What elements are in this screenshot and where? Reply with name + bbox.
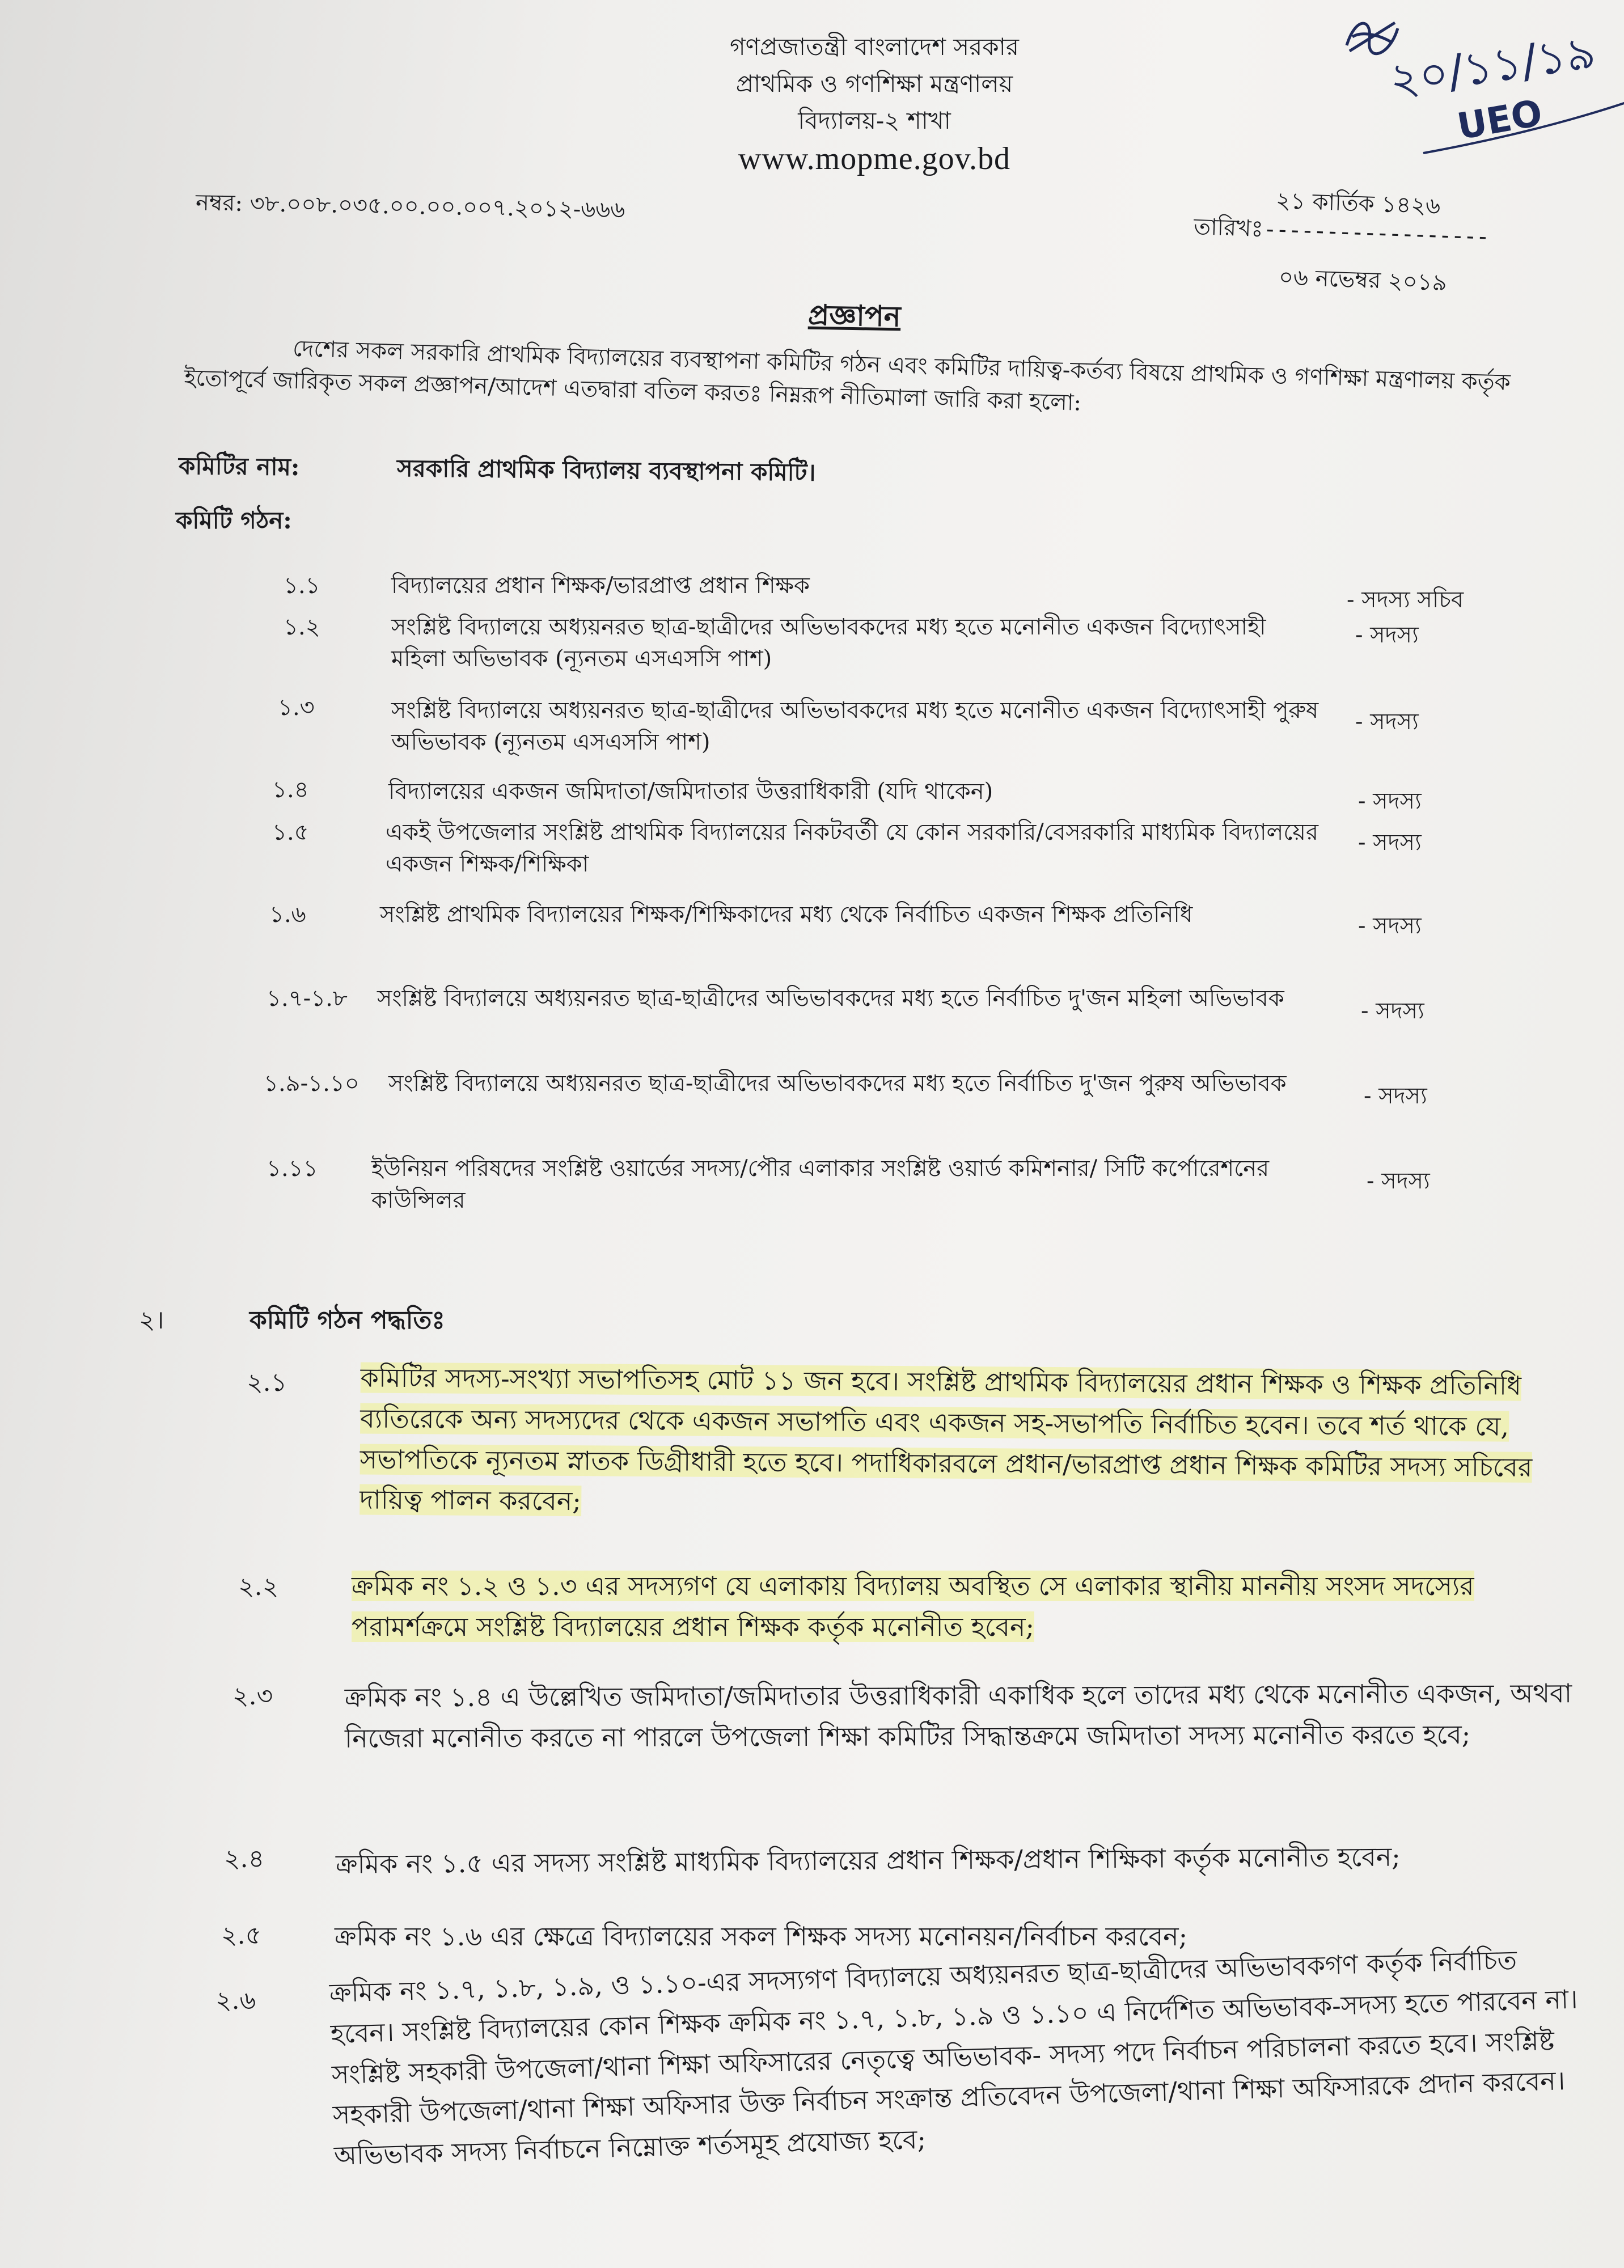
member-number: ১.৪ [272, 777, 309, 803]
member-description: সংশ্লিষ্ট বিদ্যালয়ে অধ্যয়নরত ছাত্র-ছাত্রীদের অভিভাবকদের মধ্য হতে নির্বাচিত দু'জন মহিলা অভিভাবক [377, 985, 1284, 1012]
header-website: www.mopme.gov.bd [738, 141, 1011, 176]
rule-number: ২.৫ [221, 1921, 262, 1950]
rule-number: ২.১ [247, 1368, 287, 1397]
memo-number-label: নম্বর: [195, 189, 243, 217]
header-branch: বিদ্যালয়-২ শাখা [798, 107, 951, 134]
date-dashes: ------------------ [1262, 216, 1489, 251]
member-description: বিদ্যালয়ের একজন জমিদাতা/জমিদাতার উত্তরাধিকারী (যদি থাকেন) [388, 778, 993, 805]
rule-number: ২.৪ [224, 1844, 265, 1873]
member-role: - সদস্য [1358, 830, 1422, 856]
intro-paragraph: দেশের সকল সরকারি প্রাথমিক বিদ্যালয়ের ব্যবস্থাপনা কমিটির গঠন এবং কমিটির দায়িত্ব-কর্তব্য বিষয়ে প্রাথমিক ও গণশিক্ষা মন্ত্রণালয় কর্তৃক ইতোপূর্বে জারিকৃত সকল প্রজ্ঞাপন/আদেশ এতদ্বারা বতিল করতঃ নিম্নরূপ নীতিমালা জারি করা হলো: [184, 335, 1511, 416]
rule-text: ক্রমিক নং ১.৪ এ উল্লেখিত জমিদাতা/জমিদাতার উত্তরাধিকারী একাধিক হলে তাদের মধ্য থেকে মনোনীত একজন, অথবা নিজেরা মনোনীত করতে না পারলে উপজেলা শিক্ষা কমিটির সিদ্ধান্তক্রমে জমিদাতা সদস্য মনোনীত করতে হবে; [344, 1678, 1572, 1754]
member-number: ১.৭-১.৮ [267, 985, 348, 1012]
member-role: - সদস্য [1361, 998, 1424, 1024]
member-description: সংশ্লিষ্ট বিদ্যালয়ে অধ্যয়নরত ছাত্র-ছাত্রীদের অভিভাবকদের মধ্য হতে নির্বাচিত দু'জন পুরুষ অভিভাবক [388, 1070, 1287, 1097]
member-description: বিদ্যালয়ের প্রধান শিক্ষক/ভারপ্রাপ্ত প্রধান শিক্ষক [391, 573, 810, 599]
rule-text: ক্রমিক নং ১.৫ এর সদস্য সংশ্লিষ্ট মাধ্যমিক বিদ্যালয়ের প্রধান শিক্ষক/প্রধান শিক্ষিকা কর্তৃক মনোনীত হবেন; [335, 1841, 1401, 1880]
committee-formation-label: কমিটি গঠন: [176, 506, 292, 534]
committee-name-label: কমিটির নাম: [178, 451, 300, 481]
member-number: ১.৯-১.১০ [264, 1070, 360, 1097]
member-description: একই উপজেলার সংশ্লিষ্ট প্রাথমিক বিদ্যালয়ের নিকটবর্তী যে কোন সরকারি/বেসরকারি মাধ্যমিক বিদ্যালয়ের একজন শিক্ষক/শিক্ষিকা [386, 819, 1318, 877]
handwritten-underline [1418, 96, 1624, 164]
memo-number-value: ৩৮.০০৮.০৩৫.০০.০০.০০৭.২০১২-৬৬৬ [249, 191, 625, 223]
rule-number: ২.৬ [215, 1986, 256, 2015]
member-number: ১.৬ [269, 902, 306, 928]
header-government: গণপ্রজাতন্ত্রী বাংলাদেশ সরকার [730, 33, 1019, 61]
member-role: - সদস্য [1367, 1168, 1430, 1194]
rule-number: ২.৩ [232, 1682, 273, 1711]
member-number: ১.১ [284, 573, 320, 599]
member-role: - সদস্য [1358, 913, 1422, 939]
member-number: ১.২ [284, 614, 320, 640]
member-role: - সদস্য [1355, 622, 1419, 648]
member-description: সংশ্লিষ্ট প্রাথমিক বিদ্যালয়ের শিক্ষক/শিক্ষিকাদের মধ্য থেকে নির্বাচিত একজন শিক্ষক প্রতিনিধি [380, 902, 1193, 928]
memo-number [196, 189, 625, 223]
member-number: ১.৩ [278, 695, 315, 721]
rule-text: ক্রমিক নং ১.৭, ১.৮, ১.৯, ও ১.১০-এর সদস্যগণ বিদ্যালয়ে অধ্যয়নরত ছাত্র-ছাত্রীদের অভিভাবকগণ কর্তৃক নির্বাচিত হবেন। সংশ্লিষ্ট বিদ্যালয়ের কোন শিক্ষক ক্রমিক নং ১.৭, ১.৮, ১.৯ ও ১.১০ এ নির্দেশিত অভিভাবক-সদস্য হতে পারবেন না। সংশ্লিষ্ট সহকারী উপজেলা/থানা শিক্ষা অফিসারের নেতৃত্বে অভিভাবক- সদস্য পদে নির্বাচন পরিচালনা করতে হবে। সংশ্লিষ্ট সহকারী উপজেলা/থানা শিক্ষা অফিসার উক্ত নির্বাচন সংক্রান্ত প্রতিবেদন উপজেলা/থানা শিক্ষা অফিসারকে প্রদান করবেন। অভিভাবক সদস্য নির্বাচনে নিম্নোক্ত শর্তসমূহ প্রযোজ্য হবে; [329, 1944, 1579, 2171]
member-role: - সদস্য [1358, 788, 1422, 814]
bangla-date: ২১ কার্তিক ১৪২৬ [1275, 187, 1441, 220]
member-description: ইউনিয়ন পরিষদের সংশ্লিষ্ট ওয়ার্ডের সদস্য/পৌর এলাকার সংশ্লিষ্ট ওয়ার্ড কমিশনার/ সিটি কর্পোরেশনের কাউন্সিলর [371, 1156, 1270, 1213]
committee-name-value: সরকারি প্রাথমিক বিদ্যালয় ব্যবস্থাপনা কমিটি। [396, 454, 816, 486]
rule-text [360, 1357, 1585, 1529]
member-role: - সদস্য [1355, 709, 1419, 735]
section-number: ২। [139, 1306, 164, 1335]
member-role: - সদস্য সচিব [1347, 587, 1464, 613]
member-role: - সদস্য [1364, 1083, 1427, 1109]
date-line [1193, 213, 1488, 251]
member-number: ১.১১ [267, 1156, 318, 1182]
document-title: প্রজ্ঞাপন [807, 298, 902, 333]
member-description: সংশ্লিষ্ট বিদ্যালয়ে অধ্যয়নরত ছাত্র-ছাত্রীদের অভিভাবকদের মধ্য হতে মনোনীত একজন বিদ্যোৎসাহী মহিলা অভিভাবক (ন্যূনতম এসএসসি পাশ) [391, 614, 1266, 672]
member-number: ১.৫ [272, 819, 309, 845]
member-description: সংশ্লিষ্ট বিদ্যালয়ে অধ্যয়নরত ছাত্র-ছাত্রীদের অভিভাবকদের মধ্য হতে মনোনীত একজন বিদ্যোৎসাহী পুরুষ অভিভাবক (ন্যূনতম এসএসসি পাশ) [391, 697, 1319, 755]
section-title: কমিটি গঠন পদ্ধতিঃ [249, 1306, 445, 1335]
handwritten-office: UEO [1454, 92, 1546, 149]
rule-number: ২.২ [238, 1572, 279, 1601]
rule-text: ক্রমিক নং ১.৬ এর ক্ষেত্রে বিদ্যালয়ের সকল শিক্ষক সদস্য মনোনয়ন/নির্বাচন করবেন; [335, 1921, 1188, 1952]
rule-text-content: কমিটির সদস্য-সংখ্যা সভাপতিসহ মোট ১১ জন হবে। সংশ্লিষ্ট প্রাথমিক বিদ্যালয়ের প্রধান শিক্ষক ও শিক্ষক প্রতিনিধি ব্যতিরেকে অন্য সদস্যদের থেকে একজন সভাপতি এবং একজন সহ-সভাপতি নির্বাচিত হবেন। তবে শর্ত থাকে যে, সভাপতিকে ন্যূনতম স্নাতক ডিগ্রীধারী হতে হবে। পদাধিকারবলে প্রধান/ভারপ্রাপ্ত প্রধান শিক্ষক কমিটির সদস্য সচিবের দায়িত্ব পালন করবেন; [360, 1362, 1533, 1517]
handwritten-date: ২০/১১/১৯ [1386, 26, 1599, 107]
english-date: ০৬ নভেম্বর ২০১৯ [1278, 264, 1448, 297]
date-label: তারিখঃ [1193, 213, 1264, 243]
rule-text [352, 1566, 1582, 1648]
header-ministry: প্রাথমিক ও গণশিক্ষা মন্ত্রণালয় [735, 70, 1013, 98]
committee-name-row [178, 447, 816, 489]
rule-text-content: ক্রমিক নং ১.২ ও ১.৩ এর সদস্যগণ যে এলাকায় বিদ্যালয় অবস্থিত সে এলাকার স্থানীয় মাননীয় সংসদ সদস্যের পরামর্শক্রমে সংশ্লিষ্ট বিদ্যালয়ের প্রধান শিক্ষক কর্তৃক মনোনীত হবেন; [352, 1571, 1474, 1642]
